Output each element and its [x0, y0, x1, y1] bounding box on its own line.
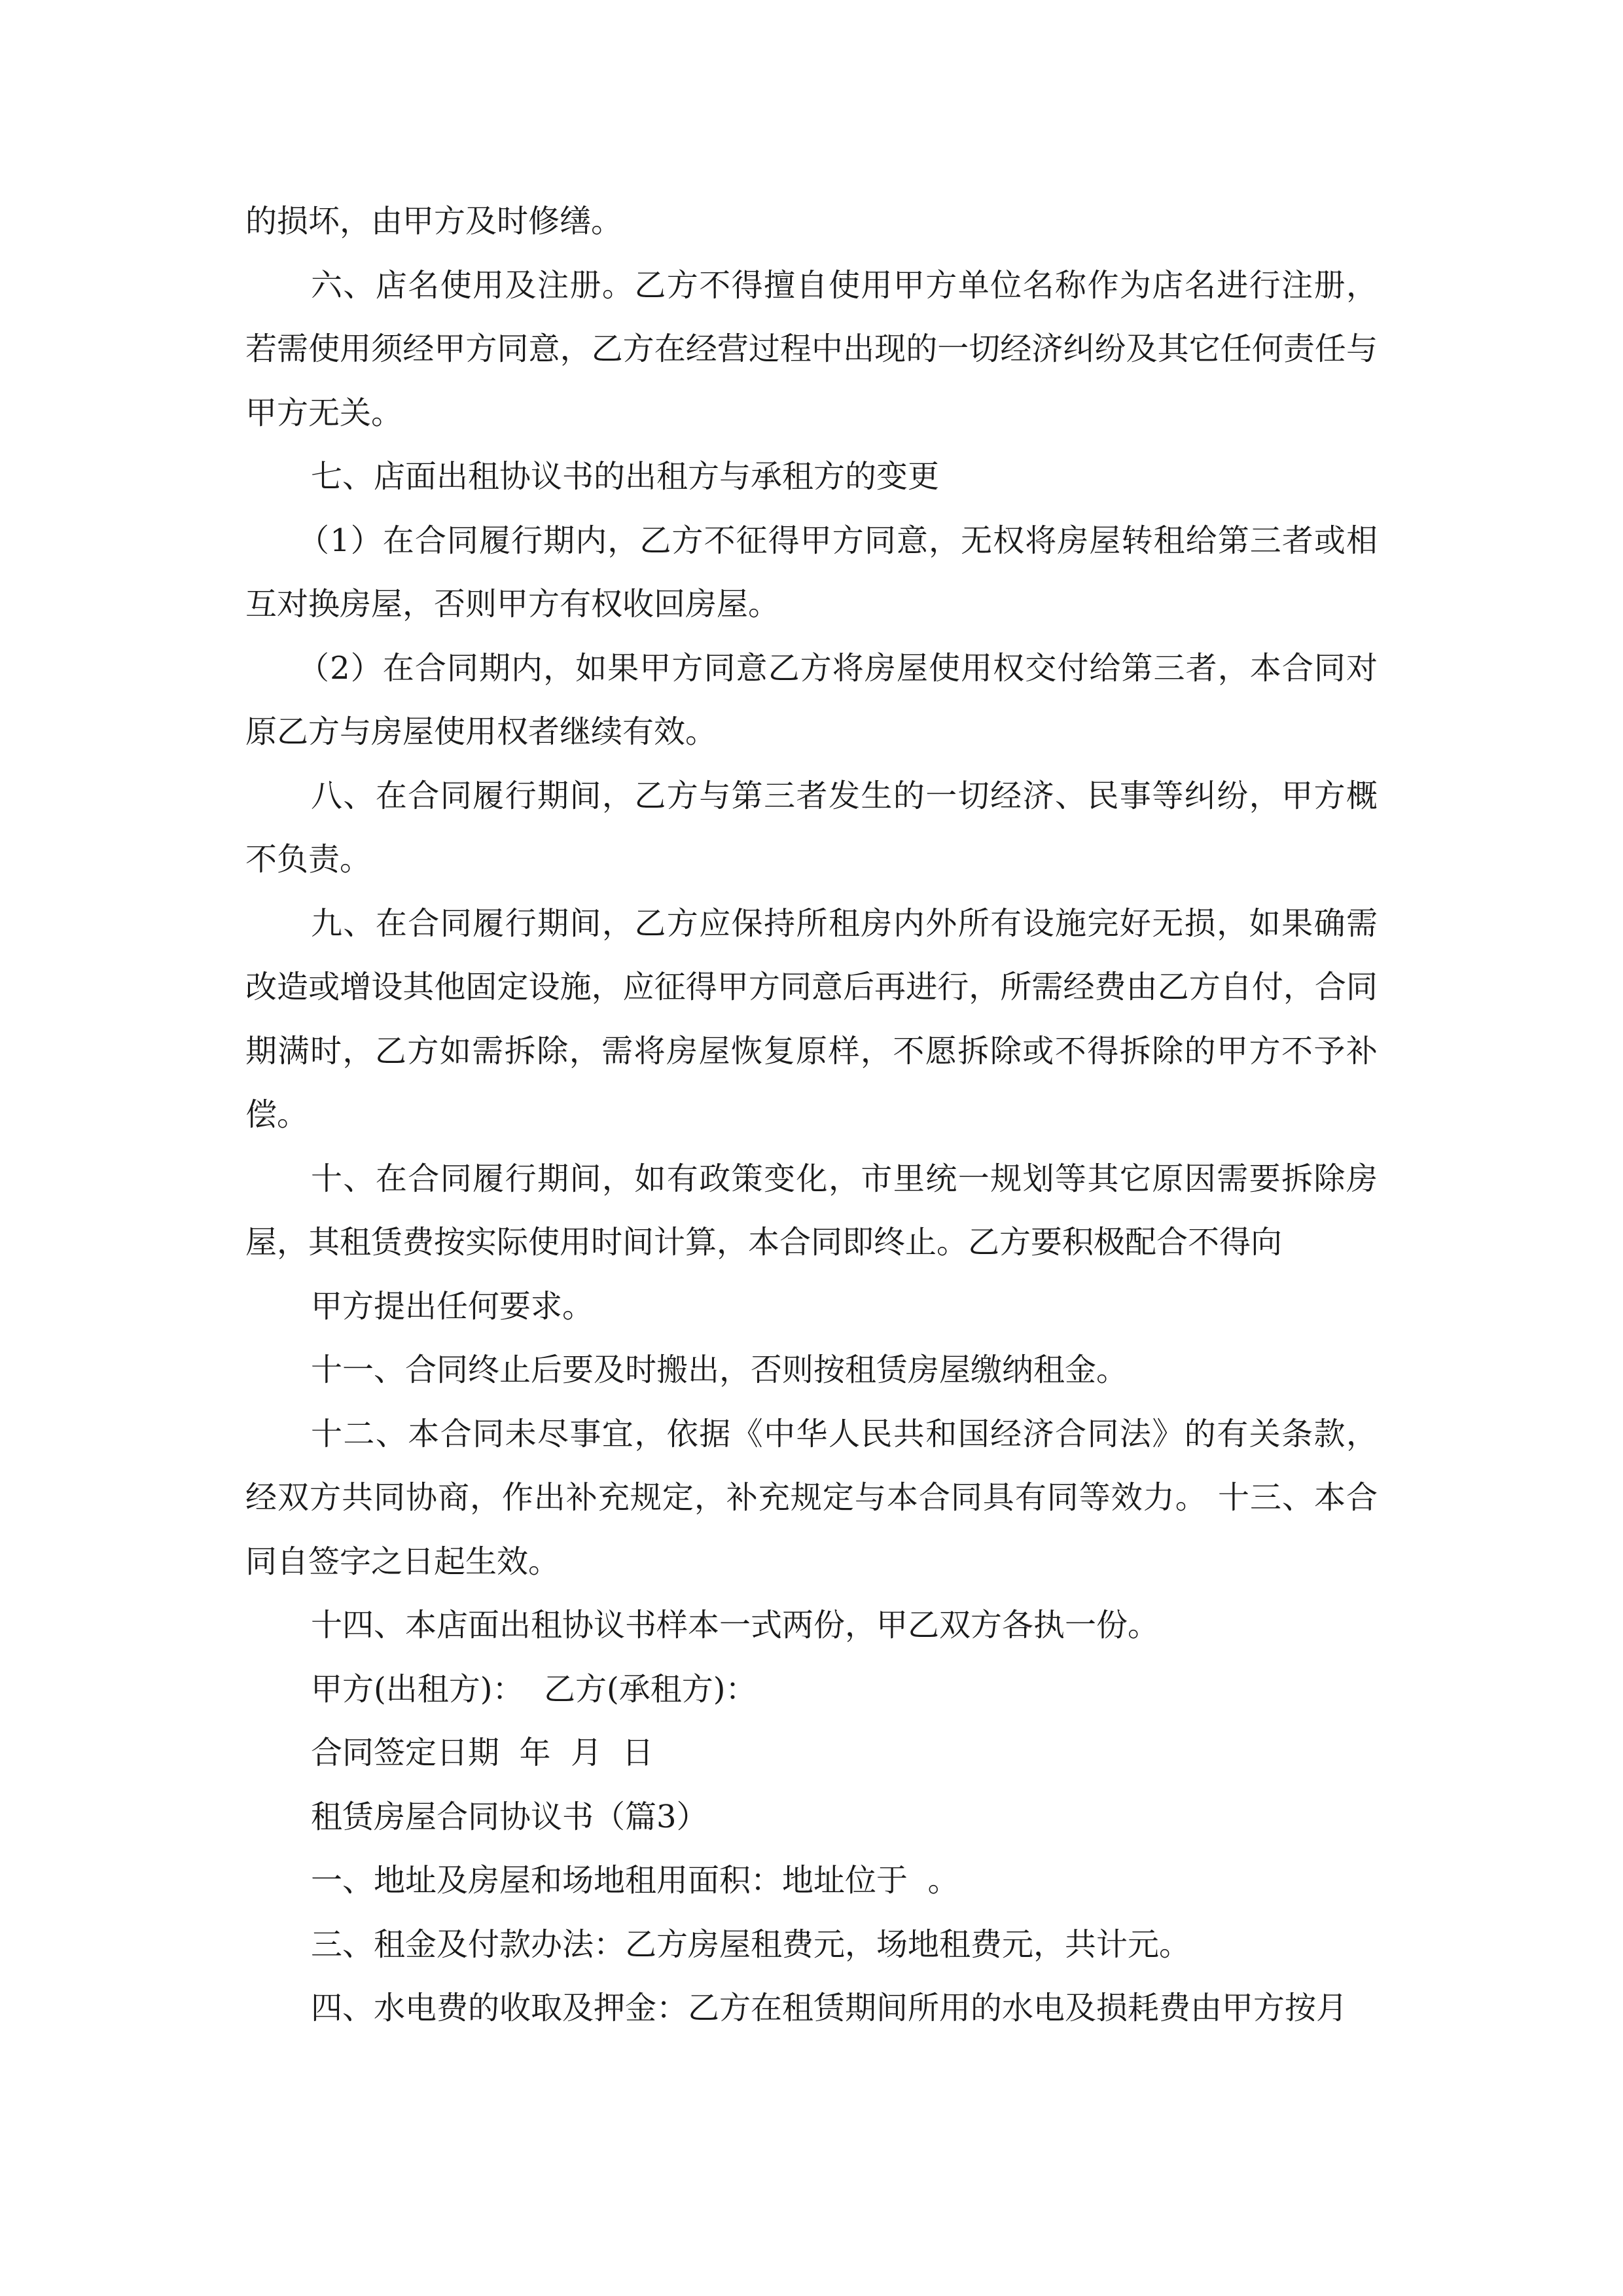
clause-6: 六、店名使用及注册。乙方不得擅自使用甲方单位名称作为店名进行注册，若需使用须经甲方同意，乙方在经营过程中出现的一切经济纠纷及其它任何责任与甲方无关。 — [245, 266, 1378, 431]
section3-clause-4: 四、水电费的收取及押金：乙方在租赁期间所用的水电及损耗费由甲方按月 — [311, 1990, 1348, 2026]
clause-11: 十一、合同终止后要及时搬出，否则按租赁房屋缴纳租金。 — [311, 1352, 1128, 1388]
signing-date: 合同签定日期 年 月 日 — [311, 1734, 654, 1771]
section-title: 租赁房屋合同协议书（篇3） — [311, 1798, 708, 1835]
clause-14: 十四、本店面出租协议书样本一式两份，甲乙双方各执一份。 — [311, 1607, 1160, 1643]
clause-8: 八、在合同履行期间，乙方与第三者发生的一切经济、民事等纠纷，甲方概不负责。 — [245, 777, 1378, 878]
clause-12-13: 十二、本合同未尽事宜，依据《中华人民共和国经济合同法》的有关条款，经双方共同协商，作出补充规定，补充规定与本合同具有同等效力。 十三、本合同自签字之日起生效。 — [245, 1415, 1378, 1580]
clause-7-item-1: （1）在合同履行期内，乙方不征得甲方同意，无权将房屋转租给第三者或相互对换房屋，否则甲方有权收回房屋。 — [245, 522, 1378, 622]
clause-9: 九、在合同履行期间，乙方应保持所租房内外所有设施完好无损，如果确需改造或增设其他固定设施，应征得甲方同意后再进行，所需经费由乙方自付，合同期满时，乙方如需拆除，需将房屋恢复原样，不愿拆除或不得拆除的甲方不予补偿。 — [245, 905, 1378, 1133]
signature-parties: 甲方(出租方)： 乙方(承租方)： — [311, 1670, 757, 1708]
clause-10: 十、在合同履行期间，如有政策变化，市里统一规划等其它原因需要拆除房屋，其租赁费按实际使用时间计算，本合同即终止。乙方要积极配合不得向 — [245, 1160, 1378, 1261]
clause-7-item-2: （2）在合同期内，如果甲方同意乙方将房屋使用权交付给第三者，本合同对原乙方与房屋使用权者继续有效。 — [245, 649, 1378, 750]
document-body — [245, 190, 1378, 2041]
section3-clause-3: 三、租金及付款办法：乙方房屋租费元，场地租费元，共计元。 — [311, 1926, 1191, 1963]
paragraph-continuation: 的损坏，由甲方及时修缮。 — [245, 203, 623, 240]
section3-clause-1: 一、地址及房屋和场地租用面积：地址位于 。 — [311, 1862, 959, 1899]
clause-7-heading: 七、店面出租协议书的出租方与承租方的变更 — [311, 458, 940, 495]
clause-10-continuation: 甲方提出任何要求。 — [311, 1287, 594, 1325]
